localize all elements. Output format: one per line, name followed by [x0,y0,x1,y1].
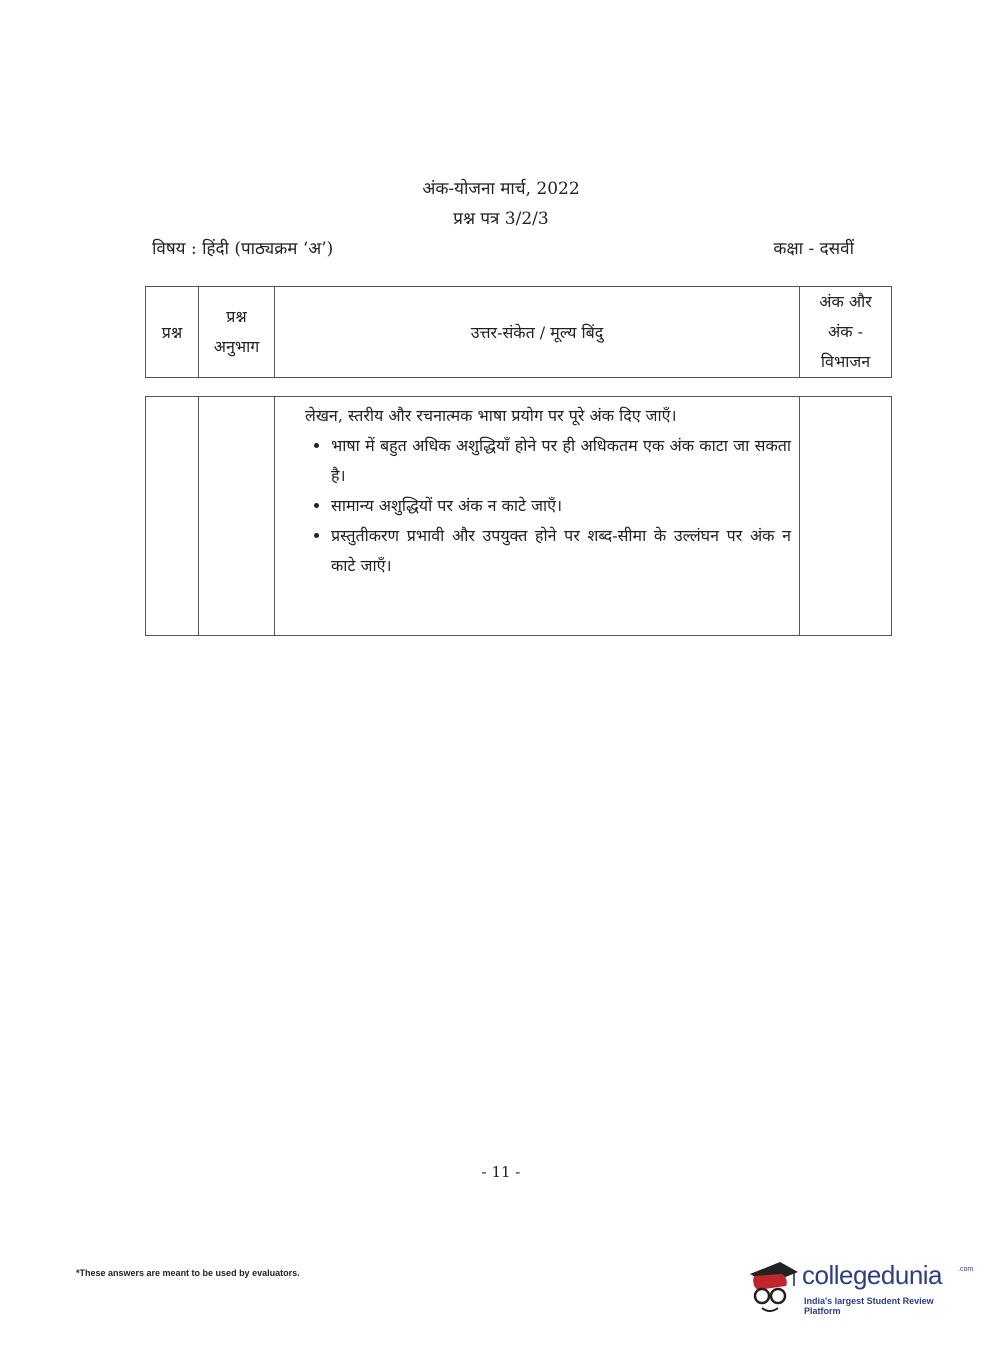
header-marks-line: अंक और [819,292,872,311]
cell-marks [800,397,892,636]
header-marks [800,287,892,378]
answer-bullet: • भाषा में बहुत अधिक अशुद्धियाँ होने पर ही अधिकतम एक अंक काटा जा सकता है। [331,431,791,491]
logo-name: collegedunia [802,1260,943,1290]
cell-question [146,397,199,636]
table-body [145,396,892,636]
header-answer-hints: उत्तर-संकेत / मूल्य बिंदु [275,287,800,378]
class-label: कक्षा - दसवीं [773,239,854,259]
answer-bullet: • प्रस्तुतीकरण प्रभावी और उपयुक्त होने पर शब्द-सीमा के उल्लंघन पर अंक न काटे जाएँ। [331,521,791,581]
paper-code: प्रश्न पत्र 3/2/3 [453,209,549,229]
cell-section [199,397,275,636]
graduate-cap-mascot-icon [742,1252,798,1318]
header-section-line: अनुभाग [213,337,260,356]
evaluator-note: *These answers are meant to be used by evaluators. [76,1268,300,1278]
header-section-line: प्रश्न [226,307,247,326]
scheme-title: अंक-योजना मार्च, 2022 [422,179,580,199]
header-section [199,287,275,378]
collegedunia-logo [742,1252,972,1318]
page-number: - 11 - [481,1163,521,1181]
logo-tagline: India's largest Student Review Platform [804,1296,934,1316]
cell-answer [275,397,800,636]
logo-suffix: .com [958,1266,974,1273]
subject-label: विषय : हिंदी (पाठ्यक्रम ‘अ’) [152,239,334,259]
header-question: प्रश्न [146,287,199,378]
answer-bullet-list [305,431,791,581]
answer-intro: लेखन, स्तरीय और रचनात्मक भाषा प्रयोग पर पूरे अंक दिए जाएँ। [305,406,677,425]
header-marks-line: अंक - [827,322,863,341]
table-header [145,286,892,378]
header-marks-line: विभाजन [820,352,871,371]
answer-bullet: • सामान्य अशुद्धियों पर अंक न काटे जाएँ। [331,491,791,521]
